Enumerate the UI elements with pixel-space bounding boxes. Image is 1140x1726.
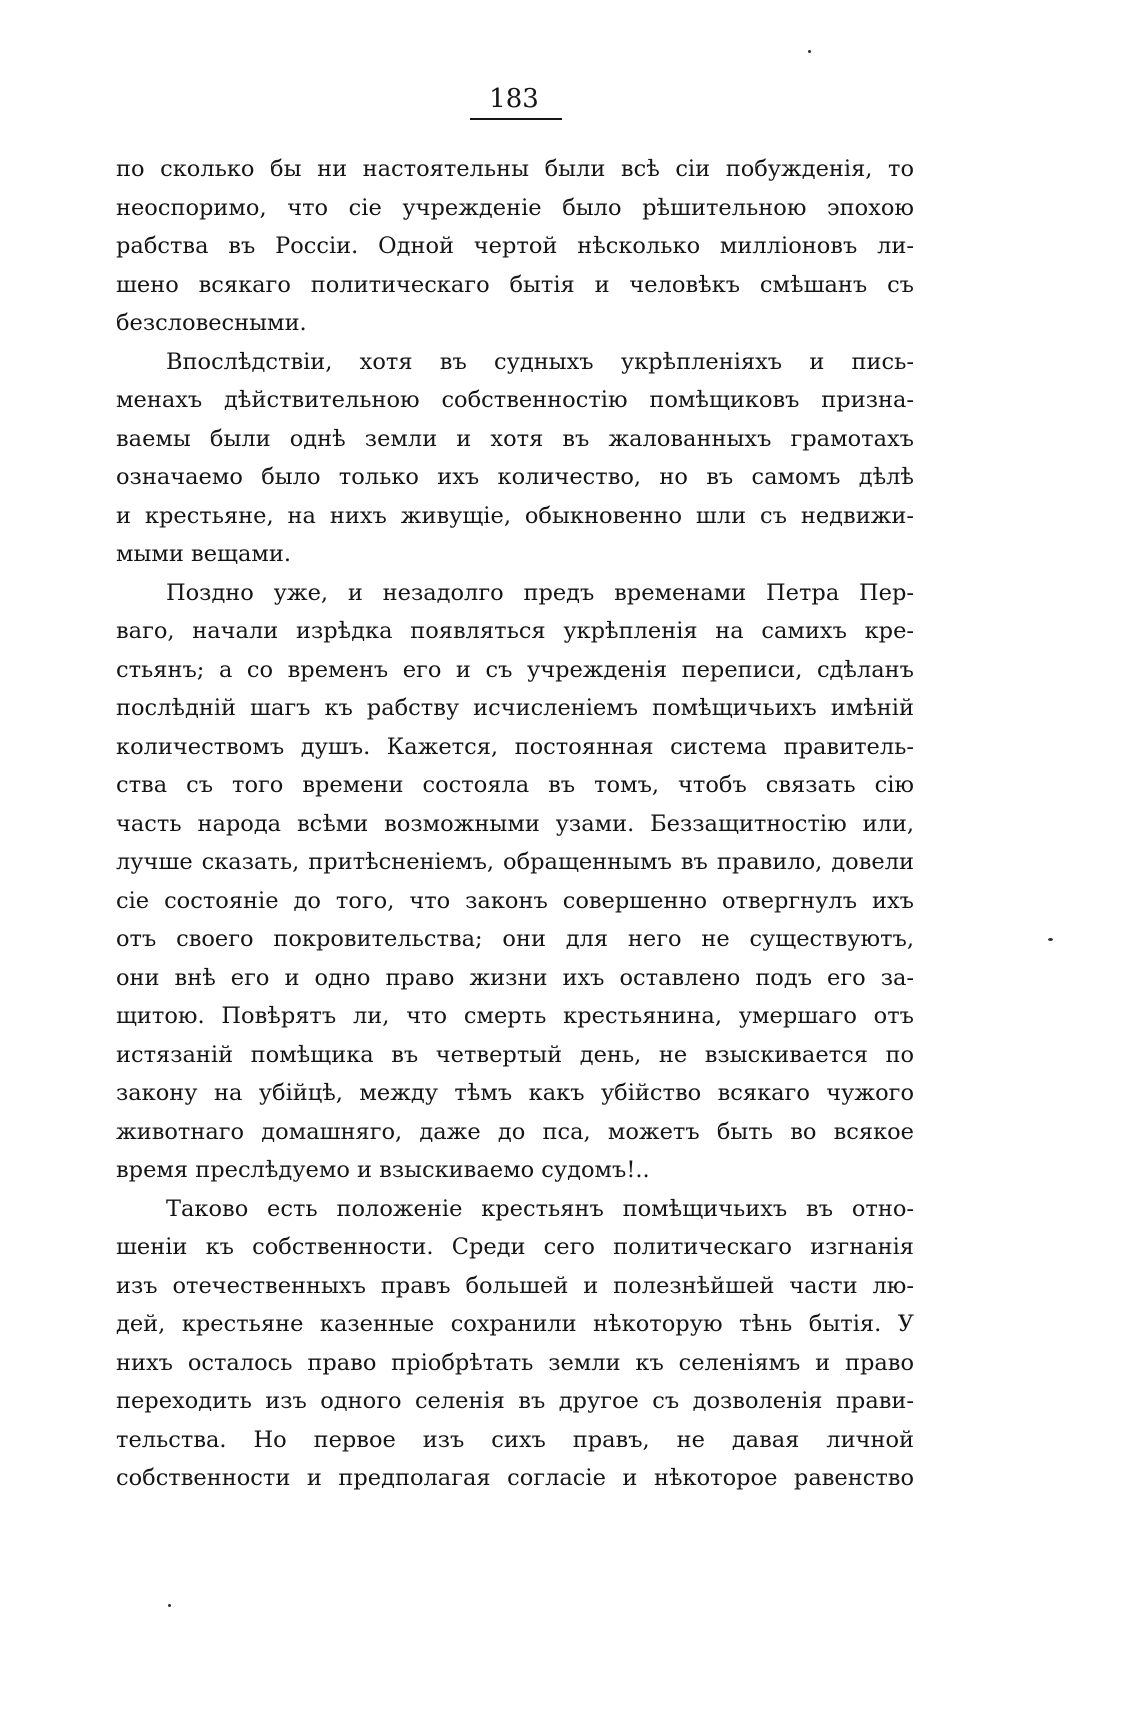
text-line: означаемо было только ихъ количество, но въ самомъ дѣлѣ — [116, 464, 914, 490]
text-line: нихъ осталось право пріобрѣтать земли къ селеніямъ и право — [116, 1349, 914, 1376]
text-line: и крестьяне, на нихъ живущіе, обыкновенно шли съ недвижи- — [116, 502, 914, 529]
text-line: переходить изъ одного селенія въ другое съ дозволенія прави- — [116, 1388, 914, 1414]
text-line: они внѣ его и одно право жизни ихъ оставлено подъ его за- — [116, 964, 914, 991]
text-line: рабства въ Россіи. Одной чертой нѣсколько милліоновъ ли- — [116, 233, 914, 259]
scan-speck — [1048, 938, 1053, 941]
text-line: время преслѣдуемо и взыскиваемо судомъ!.. — [116, 1157, 650, 1183]
text-line: Впослѣдствіи, хотя въ судныхъ укрѣпленіяхъ и пись- — [166, 348, 914, 375]
text-line: закону на убійцѣ, между тѣмъ какъ убійство всякаго чужого — [116, 1080, 914, 1106]
body-text — [116, 150, 914, 1498]
text-line: безсловесными. — [116, 310, 307, 336]
text-line: изъ отечественныхъ правъ большей и полезнѣйшей части лю- — [116, 1272, 914, 1299]
text-line: неоспоримо, что сіе учрежденіе было рѣшительною эпохою — [116, 194, 914, 221]
text-line: шеніи къ собственности. Среди сего политическаго изгнанія — [116, 1234, 914, 1260]
text-line: щитою. Повѣрятъ ли, что смерть крестьянина, умершаго отъ — [116, 1003, 914, 1029]
text-line: менахъ дѣйствительною собственностію помѣщиковъ призна- — [116, 387, 914, 413]
text-line: собственности и предполагая согласіе и нѣкоторое равенство — [116, 1465, 914, 1491]
text-line: стьянъ; а со временъ его и съ учрежденія переписи, сдѣланъ — [116, 656, 914, 683]
page-number-underline — [470, 118, 562, 120]
text-line: сіе состояніе до того, что законъ совершенно отвергнулъ ихъ — [116, 887, 914, 914]
text-line: послѣдній шагъ къ рабству исчисленіемъ помѣщичьихъ имѣній — [116, 695, 914, 721]
text-line: ваго, начали изрѣдка появляться укрѣпленія на самихъ кре- — [116, 618, 914, 644]
text-line: Поздно уже, и незадолго предъ временами Петра Пер- — [166, 579, 914, 606]
text-line: часть народа всѣми возможными узами. Беззащитностію или, — [116, 810, 914, 837]
text-line: ваемы были однѣ земли и хотя въ жалованныхъ грамотахъ — [116, 425, 914, 452]
text-line: ства съ того времени состояла въ томъ, чтобъ связать сію — [116, 772, 914, 798]
text-line: животнаго домашняго, даже до пса, можетъ быть во всякое — [116, 1118, 914, 1145]
text-line: истязаній помѣщика въ четвертый день, не взыскивается по — [116, 1041, 914, 1068]
text-line: мыми вещами. — [116, 541, 292, 567]
scan-speck — [168, 1604, 171, 1607]
paragraph — [116, 150, 914, 343]
text-line: по сколько бы ни настоятельны были всѣ сіи побужденія, то — [116, 156, 914, 182]
paragraph — [116, 343, 914, 574]
text-line: тельства. Но первое изъ сихъ правъ, не давая личной — [116, 1426, 914, 1453]
text-line: количествомъ душъ. Кажется, постоянная система правитель- — [116, 733, 914, 760]
paragraph — [116, 1190, 914, 1498]
page-number: 183 — [489, 84, 539, 114]
text-line: отъ своего покровительства; они для него не существуютъ, — [116, 926, 914, 952]
paragraph — [116, 574, 914, 1190]
text-line: Таково есть положеніе крестьянъ помѣщичьихъ въ отно- — [166, 1195, 914, 1222]
text-line: шено всякаго политическаго бытія и человѣкъ смѣшанъ съ — [116, 271, 914, 298]
scan-speck — [808, 50, 811, 53]
text-line: дей, крестьяне казенные сохранили нѣкоторую тѣнь бытія. У — [116, 1311, 914, 1337]
text-line: лучше сказать, притѣсненіемъ, обращеннымъ въ правило, довели — [116, 849, 914, 875]
